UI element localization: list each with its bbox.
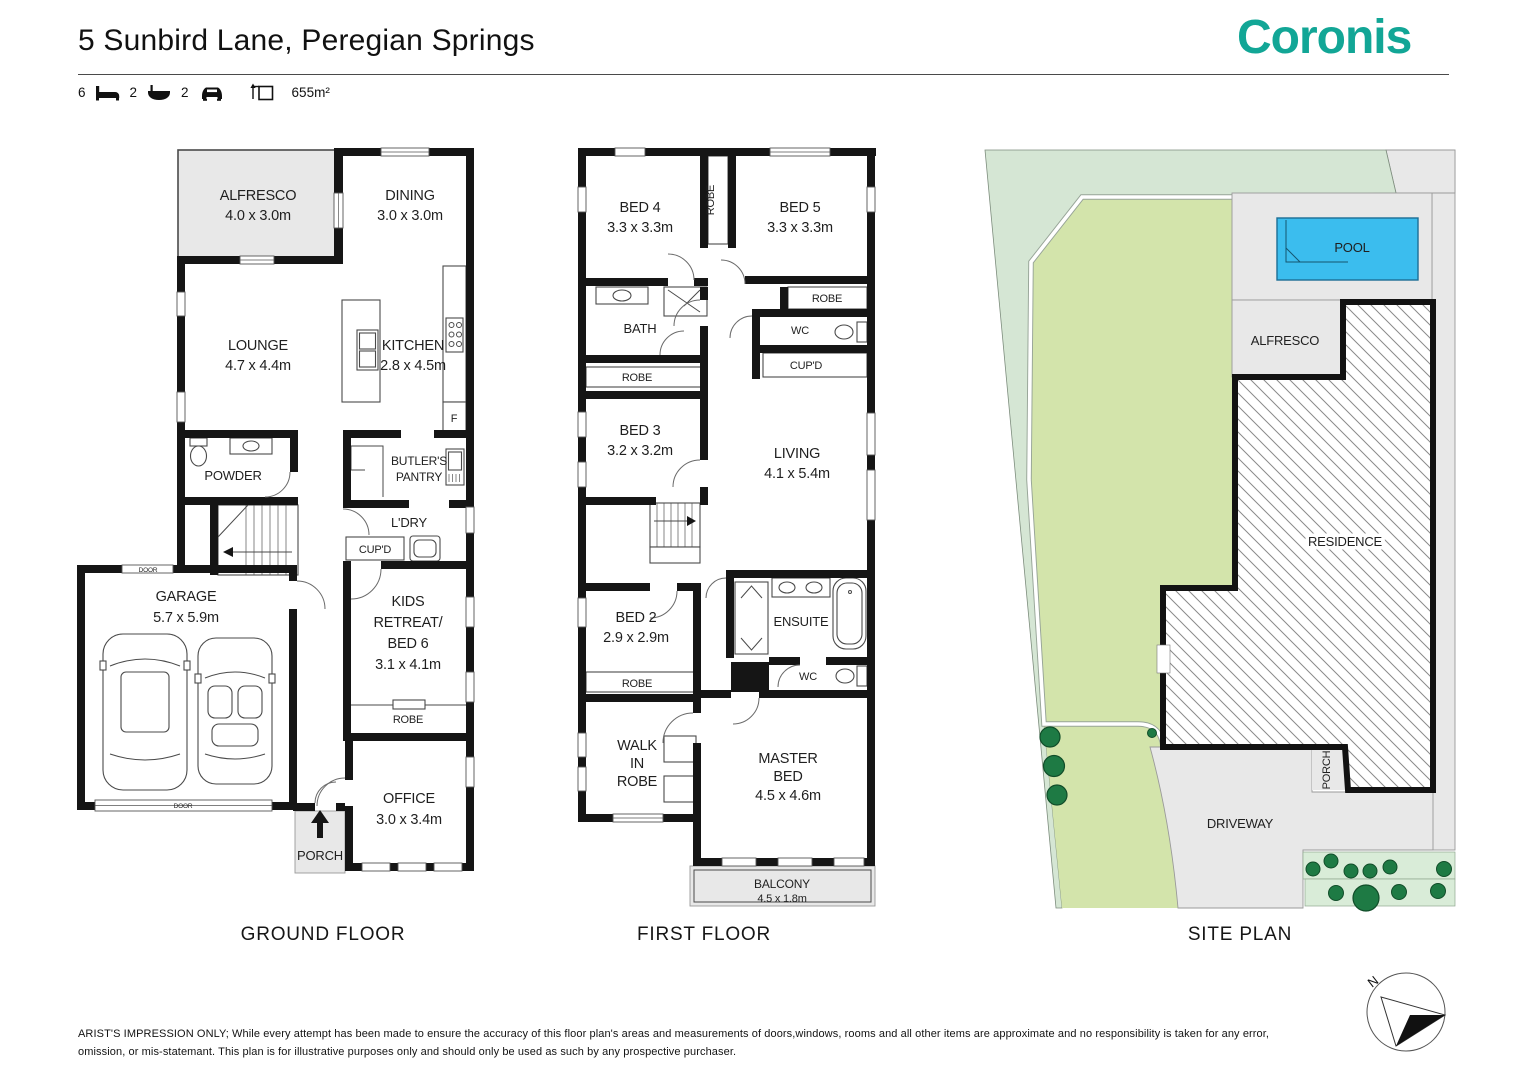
label-robe-bed2: ROBE bbox=[621, 678, 653, 690]
car-top-view-1 bbox=[100, 634, 190, 790]
label-bed2: BED 2 bbox=[615, 610, 657, 626]
label-bed3-dims: 3.2 x 3.2m bbox=[607, 443, 673, 459]
label-bed5: BED 5 bbox=[779, 200, 821, 216]
label-porch: PORCH bbox=[297, 848, 343, 863]
ground-floor-plan bbox=[70, 140, 490, 955]
label-lounge: LOUNGE bbox=[227, 338, 289, 354]
label-master-2: BED bbox=[773, 769, 803, 785]
land-area-value: 655m² bbox=[291, 84, 330, 100]
header-divider bbox=[78, 74, 1449, 75]
car-icon bbox=[198, 84, 226, 101]
label-cupd: CUP'D bbox=[358, 544, 392, 556]
label-lounge-dims: 4.7 x 4.4m bbox=[225, 358, 291, 374]
label-wir-2: IN bbox=[629, 756, 645, 772]
label-office: OFFICE bbox=[383, 791, 435, 807]
label-pool: POOL bbox=[1334, 240, 1370, 255]
label-kids-1: KIDS bbox=[391, 594, 425, 610]
land-area-icon bbox=[249, 83, 279, 101]
site-plan bbox=[980, 140, 1460, 955]
bed-icon bbox=[95, 84, 121, 101]
label-bath: BATH bbox=[623, 321, 657, 336]
ground-stairs bbox=[218, 505, 298, 575]
caption-ground-floor: GROUND FLOOR bbox=[240, 924, 406, 945]
label-kitchen-dims: 2.8 x 4.5m bbox=[380, 358, 446, 374]
beds-count: 6 bbox=[78, 84, 86, 100]
first-walls bbox=[578, 148, 876, 866]
property-stats bbox=[78, 81, 330, 103]
label-kids-3: BED 6 bbox=[387, 636, 429, 652]
label-wir-1: WALK bbox=[617, 738, 657, 754]
first-stairs bbox=[650, 503, 700, 563]
label-residence: RESIDENCE bbox=[1307, 534, 1383, 549]
label-wir-3: ROBE bbox=[616, 774, 658, 790]
label-butlers-1: BUTLER'S bbox=[390, 454, 448, 468]
label-kids-robe: ROBE bbox=[392, 714, 424, 726]
label-balcony-dims: 4.5 x 1.8m bbox=[757, 893, 807, 905]
baths-count: 2 bbox=[129, 84, 138, 100]
label-bed4: BED 4 bbox=[619, 200, 661, 216]
first-floor-plan bbox=[570, 140, 890, 955]
label-living-dims: 4.1 x 5.4m bbox=[764, 466, 830, 482]
compass bbox=[1352, 958, 1460, 1066]
label-wc2: WC bbox=[799, 671, 817, 683]
label-fridge: F bbox=[450, 413, 458, 425]
coronis-logo: Coronis bbox=[1237, 11, 1412, 64]
label-kitchen: KITCHEN bbox=[381, 338, 445, 354]
label-alfresco: ALFRESCO bbox=[219, 188, 297, 204]
first-windows bbox=[578, 148, 875, 866]
label-site-alfresco: ALFRESCO bbox=[1250, 333, 1320, 348]
compass-north-label: N bbox=[1364, 972, 1382, 991]
car-top-view-2 bbox=[195, 638, 275, 784]
label-dining-dims: 3.0 x 3.0m bbox=[377, 208, 443, 224]
label-butlers-2: PANTRY bbox=[395, 470, 443, 484]
disclaimer-line-1: ARIST'S IMPRESSION ONLY; While every attempt has been made to ensure the accuracy of this floor plan's areas and measurements of doors,windows, rooms and all other items are approximate and no responsibility is taken for any error, bbox=[78, 1028, 1270, 1040]
first-doors bbox=[650, 254, 800, 743]
label-ensuite: ENSUITE bbox=[773, 614, 829, 629]
label-bed5-dims: 3.3 x 3.3m bbox=[767, 220, 833, 236]
label-bed2-dims: 2.9 x 2.9m bbox=[603, 630, 669, 646]
page-title: 5 Sunbird Lane, Peregian Springs bbox=[78, 24, 535, 57]
label-powder: POWDER bbox=[204, 468, 262, 483]
disclaimer-line-2: omission, or mis-statemant. This plan is for illustrative purposes only and should only be used as such by any prospective purchaser. bbox=[78, 1046, 737, 1058]
cars-count: 2 bbox=[181, 84, 189, 100]
label-robe-bed5: ROBE bbox=[811, 293, 843, 305]
label-kids-2: RETREAT/ bbox=[373, 615, 443, 631]
label-bed4-dims: 3.3 x 3.3m bbox=[607, 220, 673, 236]
label-robe-hall: ROBE bbox=[705, 184, 717, 216]
label-door-top: DOOR bbox=[138, 567, 158, 574]
label-bed3: BED 3 bbox=[619, 423, 661, 439]
label-master-1: MASTER bbox=[758, 751, 818, 767]
label-garage: GARAGE bbox=[155, 589, 217, 605]
label-balcony: BALCONY bbox=[754, 877, 810, 891]
label-dining: DINING bbox=[385, 188, 435, 204]
label-office-dims: 3.0 x 3.4m bbox=[376, 812, 442, 828]
label-robe-bath: ROBE bbox=[621, 372, 653, 384]
label-cupd-first: CUP'D bbox=[789, 360, 823, 372]
bath-icon bbox=[146, 84, 172, 101]
label-site-porch: PORCH bbox=[1321, 750, 1333, 790]
label-driveway: DRIVEWAY bbox=[1206, 816, 1274, 831]
caption-site-plan: SITE PLAN bbox=[1187, 924, 1293, 945]
label-garage-dims: 5.7 x 5.9m bbox=[153, 610, 219, 626]
label-living: LIVING bbox=[773, 446, 821, 462]
caption-first-floor: FIRST FLOOR bbox=[636, 924, 772, 945]
label-master-dims: 4.5 x 4.6m bbox=[755, 788, 821, 804]
residence-door-gap bbox=[1157, 645, 1170, 673]
label-wc1: WC bbox=[791, 325, 809, 337]
label-door-bottom: DOOR bbox=[173, 803, 193, 810]
label-alfresco-dims: 4.0 x 3.0m bbox=[225, 208, 291, 224]
label-kids-dims: 3.1 x 4.1m bbox=[375, 657, 441, 673]
label-ldry: L'DRY bbox=[391, 515, 427, 530]
